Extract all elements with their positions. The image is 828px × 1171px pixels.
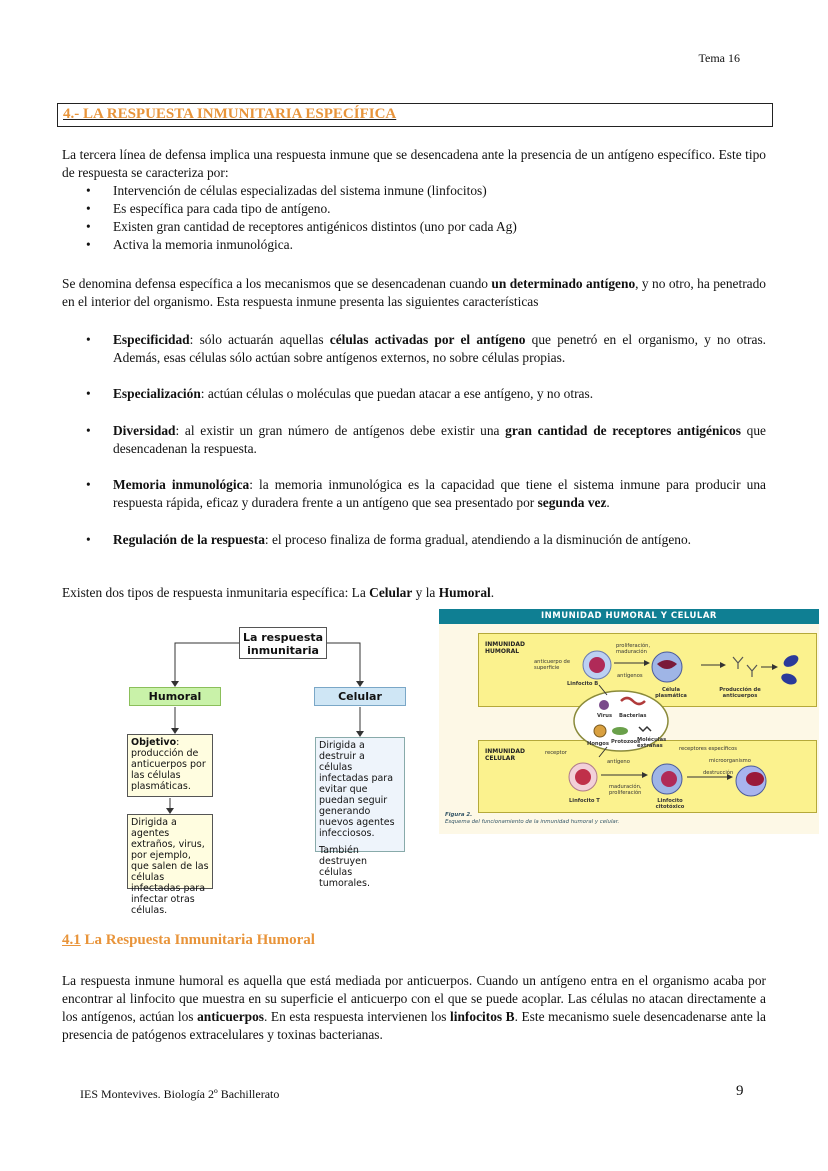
intro-bullet-list xyxy=(62,182,766,254)
definition-bold: un determinado antígeno xyxy=(491,276,636,291)
page-header-topic: Tema 16 xyxy=(698,51,740,65)
footer-school: IES Montevives. Biología 2º Bachillerato xyxy=(80,1087,280,1101)
section-title-box xyxy=(57,103,773,127)
concept-map xyxy=(118,623,418,916)
label-bacterias: Bacterias xyxy=(619,713,647,719)
response-types-sentence xyxy=(62,584,766,602)
label-maduracion: maduración, proliferación xyxy=(609,784,642,796)
figure-title: INMUNIDAD HUMORAL Y CELULAR xyxy=(439,609,819,624)
types-text: y la xyxy=(412,585,439,600)
celular-text-2: También destruyen células tumorales. xyxy=(319,845,370,889)
intro-bullet: • Intervención de células especializadas del sistema inmune (linfocitos) xyxy=(62,182,766,200)
label-receptor: receptor xyxy=(545,750,567,756)
humoral-bold: linfocitos B xyxy=(450,1009,515,1024)
label-linfocito-t: Linfocito T xyxy=(569,798,600,804)
humoral-paragraph xyxy=(62,972,766,1044)
intro-bullet: • Existen gran cantidad de receptores antigénicos distintos (uno por cada Ag) xyxy=(62,218,766,236)
humoral-bold: anticuerpos xyxy=(197,1009,265,1024)
humoral-text: . Este mecanismo suele desencadenarse ante la presencia de patógenos extracelulares y toxinas bacterianas. xyxy=(62,1009,767,1042)
celular-cells xyxy=(569,763,766,796)
celular-text-1: Dirigida a destruir a células infectadas para evitar que puedan seguir generando nuevos agentes infecciosos. xyxy=(319,740,395,839)
feature-term: Especialización xyxy=(113,386,201,401)
subsection-title-text: La Respuesta Inmunitaria Humoral xyxy=(80,932,315,948)
caption-text: Esquema del funcionamiento de la inmunidad humoral y celular. xyxy=(445,819,620,825)
label-hongos: Hongos xyxy=(587,741,609,747)
concept-humoral: Humoral xyxy=(129,687,221,706)
label-moleculas: Moléculas extrañas xyxy=(637,737,667,749)
intro-text: La tercera línea de defensa implica una respuesta inmune que se desencadena ante la presencia de un antígeno específico. Este tipo de respuesta se caracteriza por: xyxy=(62,147,766,180)
label-surface-antibody: anticuerpo de superficie xyxy=(534,659,571,671)
concept-root: La respuesta inmunitaria xyxy=(239,627,327,659)
label-destruccion: destrucción xyxy=(703,770,734,776)
concept-celular: Celular xyxy=(314,687,406,706)
types-text: . xyxy=(490,585,495,600)
feature-term: Especificidad xyxy=(113,332,190,347)
label-microorganismo: microorganismo xyxy=(709,758,751,764)
label-linfocito-b: Linfocito B xyxy=(567,681,599,687)
intro-bullet: • Activa la memoria inmunológica. xyxy=(62,236,766,254)
definition-text-end: , y no otro, ha penetrado en el interior del organismo. Esta respuesta inmune presenta las siguientes características xyxy=(62,276,767,309)
definition-paragraph xyxy=(62,275,766,311)
celular-label: INMUNIDAD CELULAR xyxy=(485,748,525,762)
feature-text: : la memoria inmunológica es la capacidad que tiene el sistema inmune para producir una respuesta rápida, eficaz y duradera frente a un antígeno que sea presentado por xyxy=(113,477,766,510)
humoral-label: INMUNIDAD HUMORAL xyxy=(485,641,525,655)
subsection-number: 4.1 xyxy=(62,932,81,948)
feature-item: • Memoria inmunológica: la memoria inmunológica es la capacidad que tiene el sistema inmune para producir una respuesta rápida, eficaz y duradera frente a un antígeno que sea presentado por segunda vez. xyxy=(86,477,766,510)
figure-caption xyxy=(445,812,619,826)
feature-item: • Diversidad: al existir un gran número de antígenos debe existir una gran cantidad de receptores antigénicos que desencadenan la respuesta. xyxy=(86,423,767,456)
label-receptores: receptores específicos xyxy=(679,746,737,752)
intro-paragraph xyxy=(62,146,766,254)
feature-term: Diversidad xyxy=(113,423,176,438)
label-produccion: Producción de anticuerpos xyxy=(719,687,761,699)
feature-bold: segunda vez xyxy=(537,495,607,510)
concept-objective xyxy=(127,734,213,797)
humoral-cells xyxy=(583,651,800,686)
label-antigenos: antígenos xyxy=(617,673,643,679)
label-plasmatica: Célula plasmática xyxy=(655,687,687,699)
subsection-title xyxy=(62,932,315,949)
footer-page-number: 9 xyxy=(736,1083,744,1099)
feature-item: • Especialización: actúan células o moléculas que puedan atacar a ese antígeno, y no otras. xyxy=(86,386,594,401)
objective-label: Objetivo xyxy=(131,737,177,748)
caption-bold: Figura 2. xyxy=(445,812,473,818)
label-prolif: proliferación, maduración xyxy=(616,643,651,655)
humoral-text: . En esta respuesta intervienen los xyxy=(264,1009,451,1024)
feature-term: Regulación de la respuesta xyxy=(113,532,265,547)
types-celular: Celular xyxy=(369,585,413,600)
label-virus: Virus xyxy=(597,713,613,719)
immunity-figure xyxy=(439,609,819,834)
intro-bullet: • Es específica para cada tipo de antígeno. xyxy=(62,200,766,218)
feature-text: que desencadenan la respuesta. xyxy=(113,423,767,456)
feature-text: . xyxy=(606,495,610,510)
feature-text: : actúan células o moléculas que puedan atacar a ese antígeno, y no otras. xyxy=(200,386,594,401)
definition-text: Se denomina defensa específica a los mecanismos que se desencadenan cuando xyxy=(62,276,492,291)
label-citotoxico: Linfocito citotóxico xyxy=(655,798,685,810)
feature-text: que penetró en el organismo, y no otras. Además, esas células sólo actúan sobre antígenos externos, no sobre células propias. xyxy=(113,332,767,365)
feature-bold: gran cantidad de receptores antigénicos xyxy=(505,423,741,438)
feature-item: • Regulación de la respuesta: el proceso finaliza de forma gradual, atendiendo a la disminución de antígeno. xyxy=(86,532,692,547)
concept-directed: Dirigida a agentes extraños, virus, por ejemplo, que salen de las células infectadas para infectar otras células. xyxy=(127,814,213,889)
section-title: 4.- LA RESPUESTA INMUNITARIA ESPECÍFICA xyxy=(63,106,397,122)
humoral-text: La respuesta inmune humoral es aquella que está mediada por anticuerpos. Cuando un antígeno entra en el organismo acaba por encontrar al linfocito que muestra en su superficie el anticuerpo con el que se puede acoplar. Las células no atacan directamente a los antígenos, actúan los xyxy=(62,973,766,1024)
feature-text: : el proceso finaliza de forma gradual, atendiendo a la disminución de antígeno. xyxy=(264,532,692,547)
objective-text: : producción de anticuerpos por las células plasmáticas. xyxy=(131,737,206,792)
feature-item: • Especificidad: sólo actuarán aquellas células activadas por el antígeno que penetró en el organismo, y no otras. Además, esas células sólo actúan sobre antígenos externos, no sobre células propias. xyxy=(86,332,767,365)
concept-celular-detail xyxy=(315,737,405,889)
feature-bold: células activadas por el antígeno xyxy=(329,332,526,347)
label-antigeno: antígeno xyxy=(607,759,630,765)
types-text: Existen dos tipos de respuesta inmunitaria específica: La xyxy=(62,585,370,600)
types-humoral: Humoral xyxy=(438,585,491,600)
feature-term: Memoria inmunológica xyxy=(113,477,250,492)
feature-text: : sólo actuarán aquellas xyxy=(189,332,330,347)
label-protozoos: Protozoos xyxy=(611,739,641,745)
feature-text: : al existir un gran número de antígenos debe existir una xyxy=(175,423,506,438)
